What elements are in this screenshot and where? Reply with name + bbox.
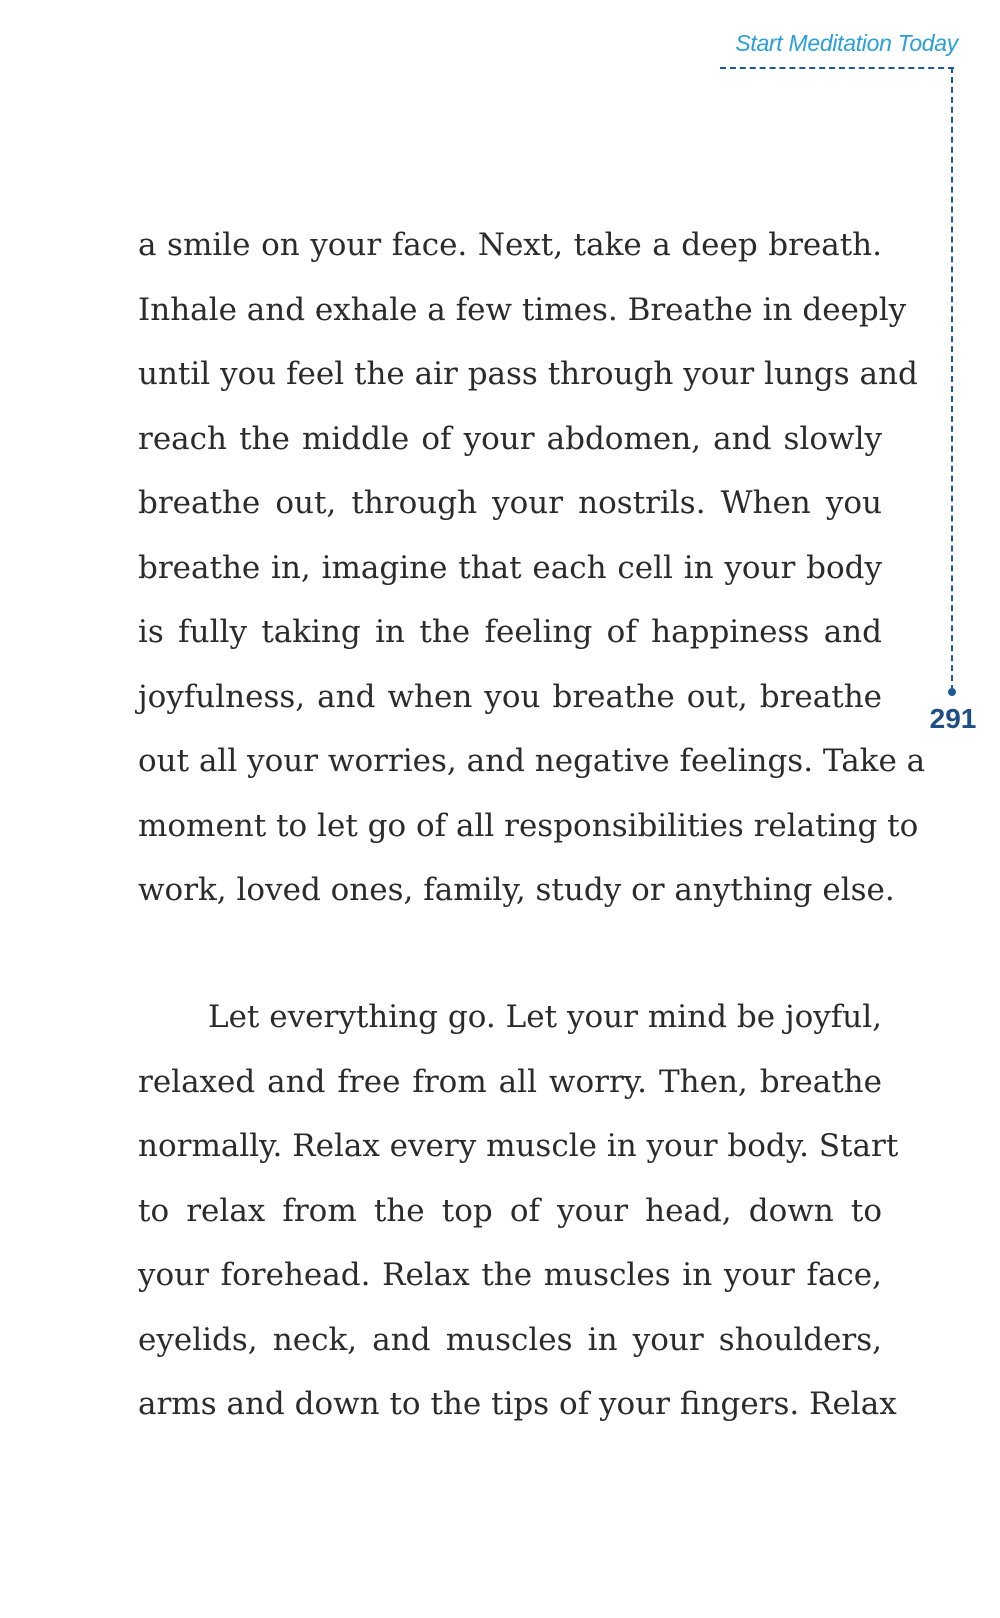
text-line: to relax from the top of your head, down to xyxy=(138,1192,882,1229)
text-line: Let everything go. Let your mind be joyful, xyxy=(208,999,882,1035)
text-line: work, loved ones, family, study or anything else. xyxy=(138,872,895,908)
text-line: arms and down to the tips of your fingers. Relax xyxy=(138,1386,897,1422)
text-line: eyelids, neck, and muscles in your shoulders, xyxy=(138,1321,882,1358)
paragraph-2 xyxy=(138,985,899,1437)
running-header-title: Start Meditation Today xyxy=(735,30,958,56)
rule-end-dot xyxy=(948,688,956,696)
text-line: Inhale and exhale a few times. Breathe in deeply xyxy=(138,291,907,328)
paragraph-1 xyxy=(138,213,926,923)
text-line: a smile on your face. Next, take a deep breath. xyxy=(138,227,882,263)
text-line: moment to let go of all responsibilities relating to xyxy=(138,807,919,844)
text-line: joyfulness, and when you breathe out, breathe xyxy=(138,678,882,715)
header-dashed-rule xyxy=(720,67,954,69)
text-line: relaxed and free from all worry. Then, breathe xyxy=(138,1063,882,1100)
text-line: until you feel the air pass through your lungs and xyxy=(138,356,918,392)
side-dashed-rule xyxy=(951,67,953,691)
text-line: normally. Relax every muscle in your body. Start xyxy=(138,1128,899,1164)
page-number: 291 xyxy=(929,703,977,734)
text-line: reach the middle of your abdomen, and slowly xyxy=(138,420,882,457)
text-line: out all your worries, and negative feelings. Take a xyxy=(138,743,926,779)
text-line: is fully taking in the feeling of happiness and xyxy=(138,614,882,650)
text-line: breathe out, through your nostrils. When you xyxy=(138,485,882,521)
text-line: breathe in, imagine that each cell in your body xyxy=(138,549,882,586)
text-line: your forehead. Relax the muscles in your face, xyxy=(138,1257,882,1293)
